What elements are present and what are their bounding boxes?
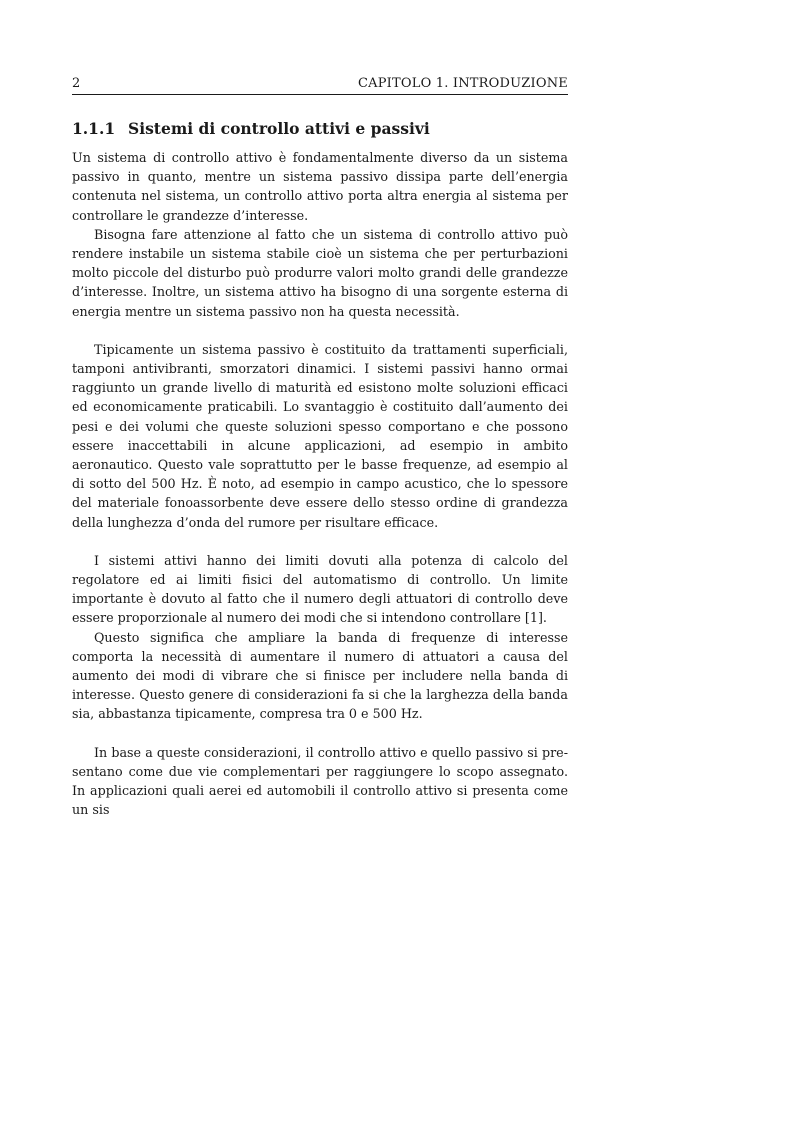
section-heading (72, 119, 568, 138)
paragraph: Tipicamente un sistema passivo è costituito da trattamenti superficiali, tamponi antivibranti, smorzatori dinamici. I sistemi passivi hanno ormai raggiunto un grande livello di maturità ed esistono molte soluzioni efficaci ed economicamente praticabili. Lo svantaggio è costituito dall’aumento dei pesi e dei volumi che queste soluzioni spesso comportano e che possono essere inaccettabili in alcune applicazioni, ad esempio in ambito aeronautico. Questo vale soprattutto per le basse frequenze, ad esempio al di sotto del 500 Hz. È noto, ad esempio in campo acustico, che lo spessore del materiale fonoassorbente deve essere dello stesso ordine di grandezza della lunghezza d’onda del rumore per risultare efficace. (72, 341, 568, 530)
paragraph: In base a queste considerazioni, il controllo attivo e quello passivo si presentano come due vie complementari per raggiungere lo scopo assegnato. In applicazioni quali aerei ed automobili il controllo attivo si presenta come un sis (72, 744, 568, 818)
chapter-title: CAPITOLO 1. INTRODUZIONE (357, 76, 568, 91)
paragraph: I sistemi attivi hanno dei limiti dovuti alla potenza di calcolo del regolatore ed ai limiti fisici del automatismo di controllo. Un limite importante è dovuto al fatto che il numero degli attuatori di controllo deve essere proporzionale al numero dei modi che si intendono controllare [1]. (72, 552, 568, 626)
paragraph: Un sistema di controllo attivo è fondamentalmente diverso da un sistema passivo in quanto, mentre un sistema passivo dissipa parte dell’energia contenuta nel sistema, un controllo attivo porta altra energia al sistema per controllare le grandezze d’interesse. (72, 150, 568, 223)
running-header (72, 76, 568, 95)
paragraph: Bisogna fare attenzione al fatto che un sistema di controllo attivo può rendere instabile un sistema stabile cioè un sistema che per perturbazioni molto piccole del disturbo può produrre valori molto grandi delle grandezze d’interesse. Inoltre, un sistema attivo ha bisogno di una sorgente esterna di energia mentre un sistema passivo non ha questa necessità. (72, 226, 568, 319)
body-text (72, 148, 568, 820)
section-title: Sistemi di controllo attivi e passivi (128, 119, 430, 138)
paragraph: Questo significa che ampliare la banda di frequenze di interesse comporta la necessità di aumentare il numero di attuatori a causa del aumento dei modi di vibrare che si finisce per includere nella banda di interesse. Questo genere di considerazioni fa si che la larghezza della banda sia, abbastanza tipicamente, compresa tra 0 e 500 Hz. (72, 629, 568, 722)
page (72, 76, 568, 820)
section-number: 1.1.1 (72, 119, 116, 138)
page-number: 2 (72, 76, 81, 91)
